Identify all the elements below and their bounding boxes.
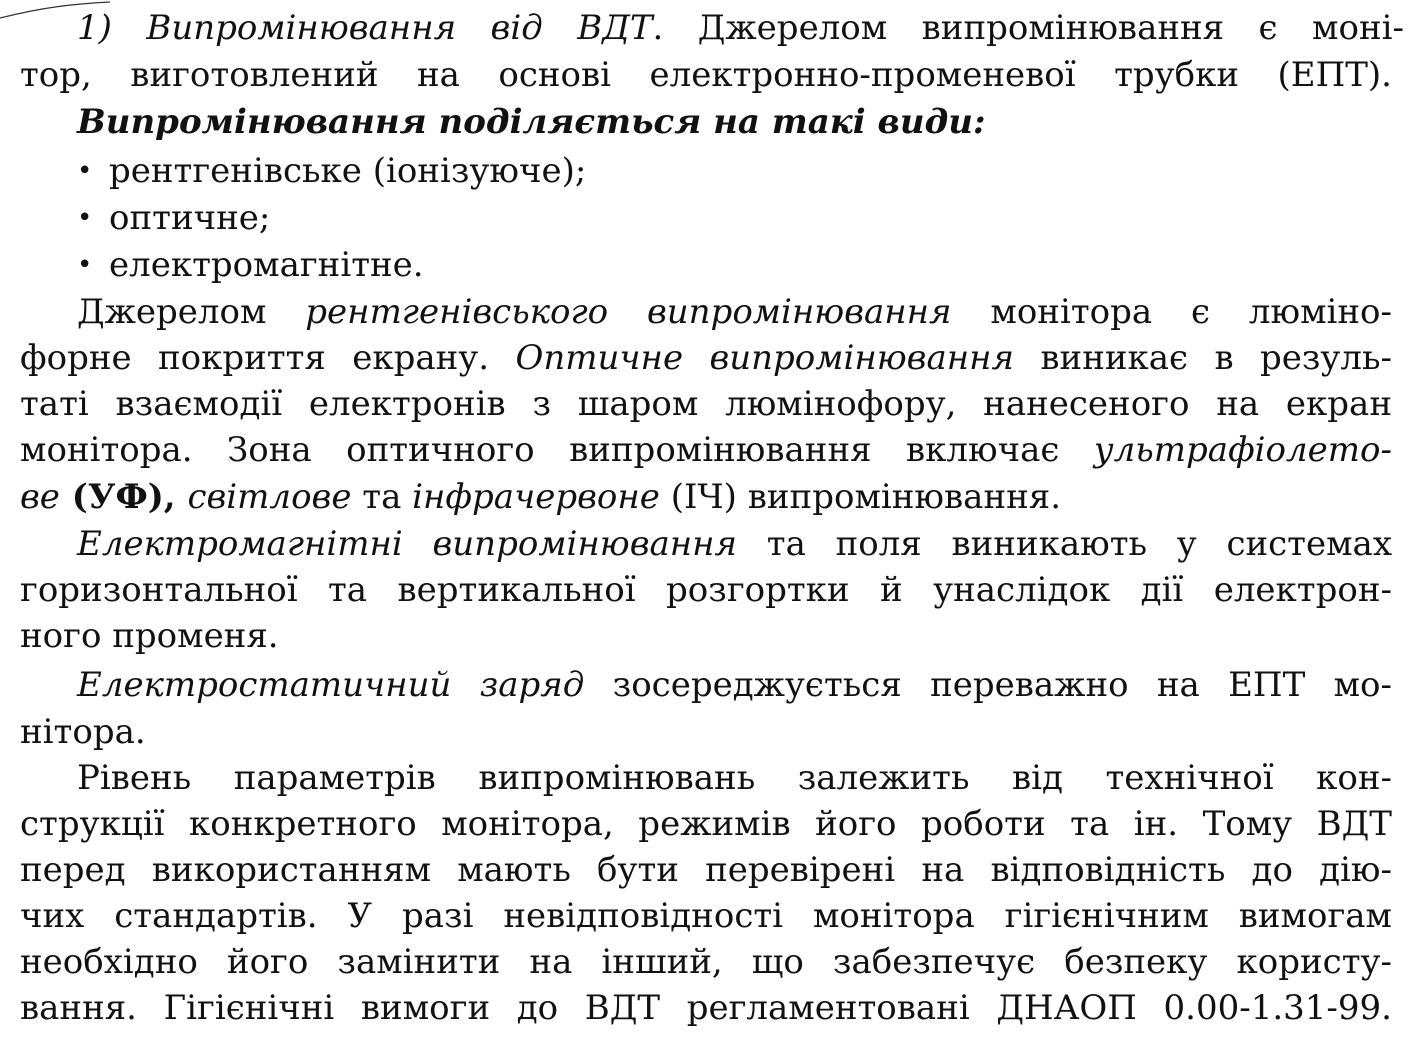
document-page (20, 0, 1404, 1041)
text-line-22: вання. Гігієнічні вимоги до ВДТ регламентовані ДНАОП 0.00-1.31-99. (20, 988, 1392, 1028)
section-heading: 1) Випромінювання від ВДТ (77, 8, 653, 48)
text-line-10: монітора. Зона оптичного випромінювання включає ультрафіолето- (20, 430, 1392, 470)
text-line-20: чих стандартів. У разі невідповідності монітора гігієнічним вимогам (20, 896, 1392, 936)
text-line-19: перед використанням мають бути перевірені на відповідність до дію- (20, 850, 1392, 890)
bullet-icon: • (77, 203, 93, 233)
text-line-15: Електростатичний заряд зосереджується переважно на ЕПТ мо- (77, 665, 1392, 705)
list-item: • рентгенівське (іонізуюче); (77, 147, 1392, 195)
text-line-16: нітора. (20, 712, 146, 752)
text-line-1: 1) Випромінювання від ВДТ. Джерелом випромінювання є моні- (77, 8, 1404, 48)
text-line-17: Рівень параметрів випромінювань залежить від технічної кон- (77, 758, 1392, 798)
bullet-icon: • (77, 250, 93, 280)
list-item: • оптичне; (77, 194, 1392, 242)
text-line-18: струкції конкретного монітора, режимів його роботи та ін. Тому ВДТ (20, 804, 1392, 844)
text-line-14: ного променя. (20, 616, 279, 656)
subheading-radiation-types: Випромінювання поділяється на такі види: (77, 102, 986, 142)
text-line-11: ве (УФ), світлове та інфрачервоне (ІЧ) випромінювання. (20, 477, 1062, 517)
text-line-8: форне покриття екрану. Оптичне випромінювання виникає в резуль- (20, 338, 1392, 378)
text-line-9: таті взаємодії електронів з шаром люмінофору, нанесеного на екран (20, 384, 1392, 424)
text-line-12: Електромагнітні випромінювання та поля виникають у системах (77, 524, 1393, 564)
text-line-13: горизонтальної та вертикальної розгортки й унаслідок дії електрон- (20, 570, 1392, 610)
list-item: • електромагнітне. (77, 241, 1392, 289)
text-line-21: необхідно його замінити на інший, що забезпечує безпеку користу- (20, 942, 1392, 982)
text-line-7: Джерелом рентгенівського випромінювання монітора є люміно- (77, 292, 1393, 332)
bullet-icon: • (77, 156, 93, 186)
text-line-2: тор, виготовлений на основі електронно-променевої трубки (ЕПТ). (20, 55, 1392, 95)
